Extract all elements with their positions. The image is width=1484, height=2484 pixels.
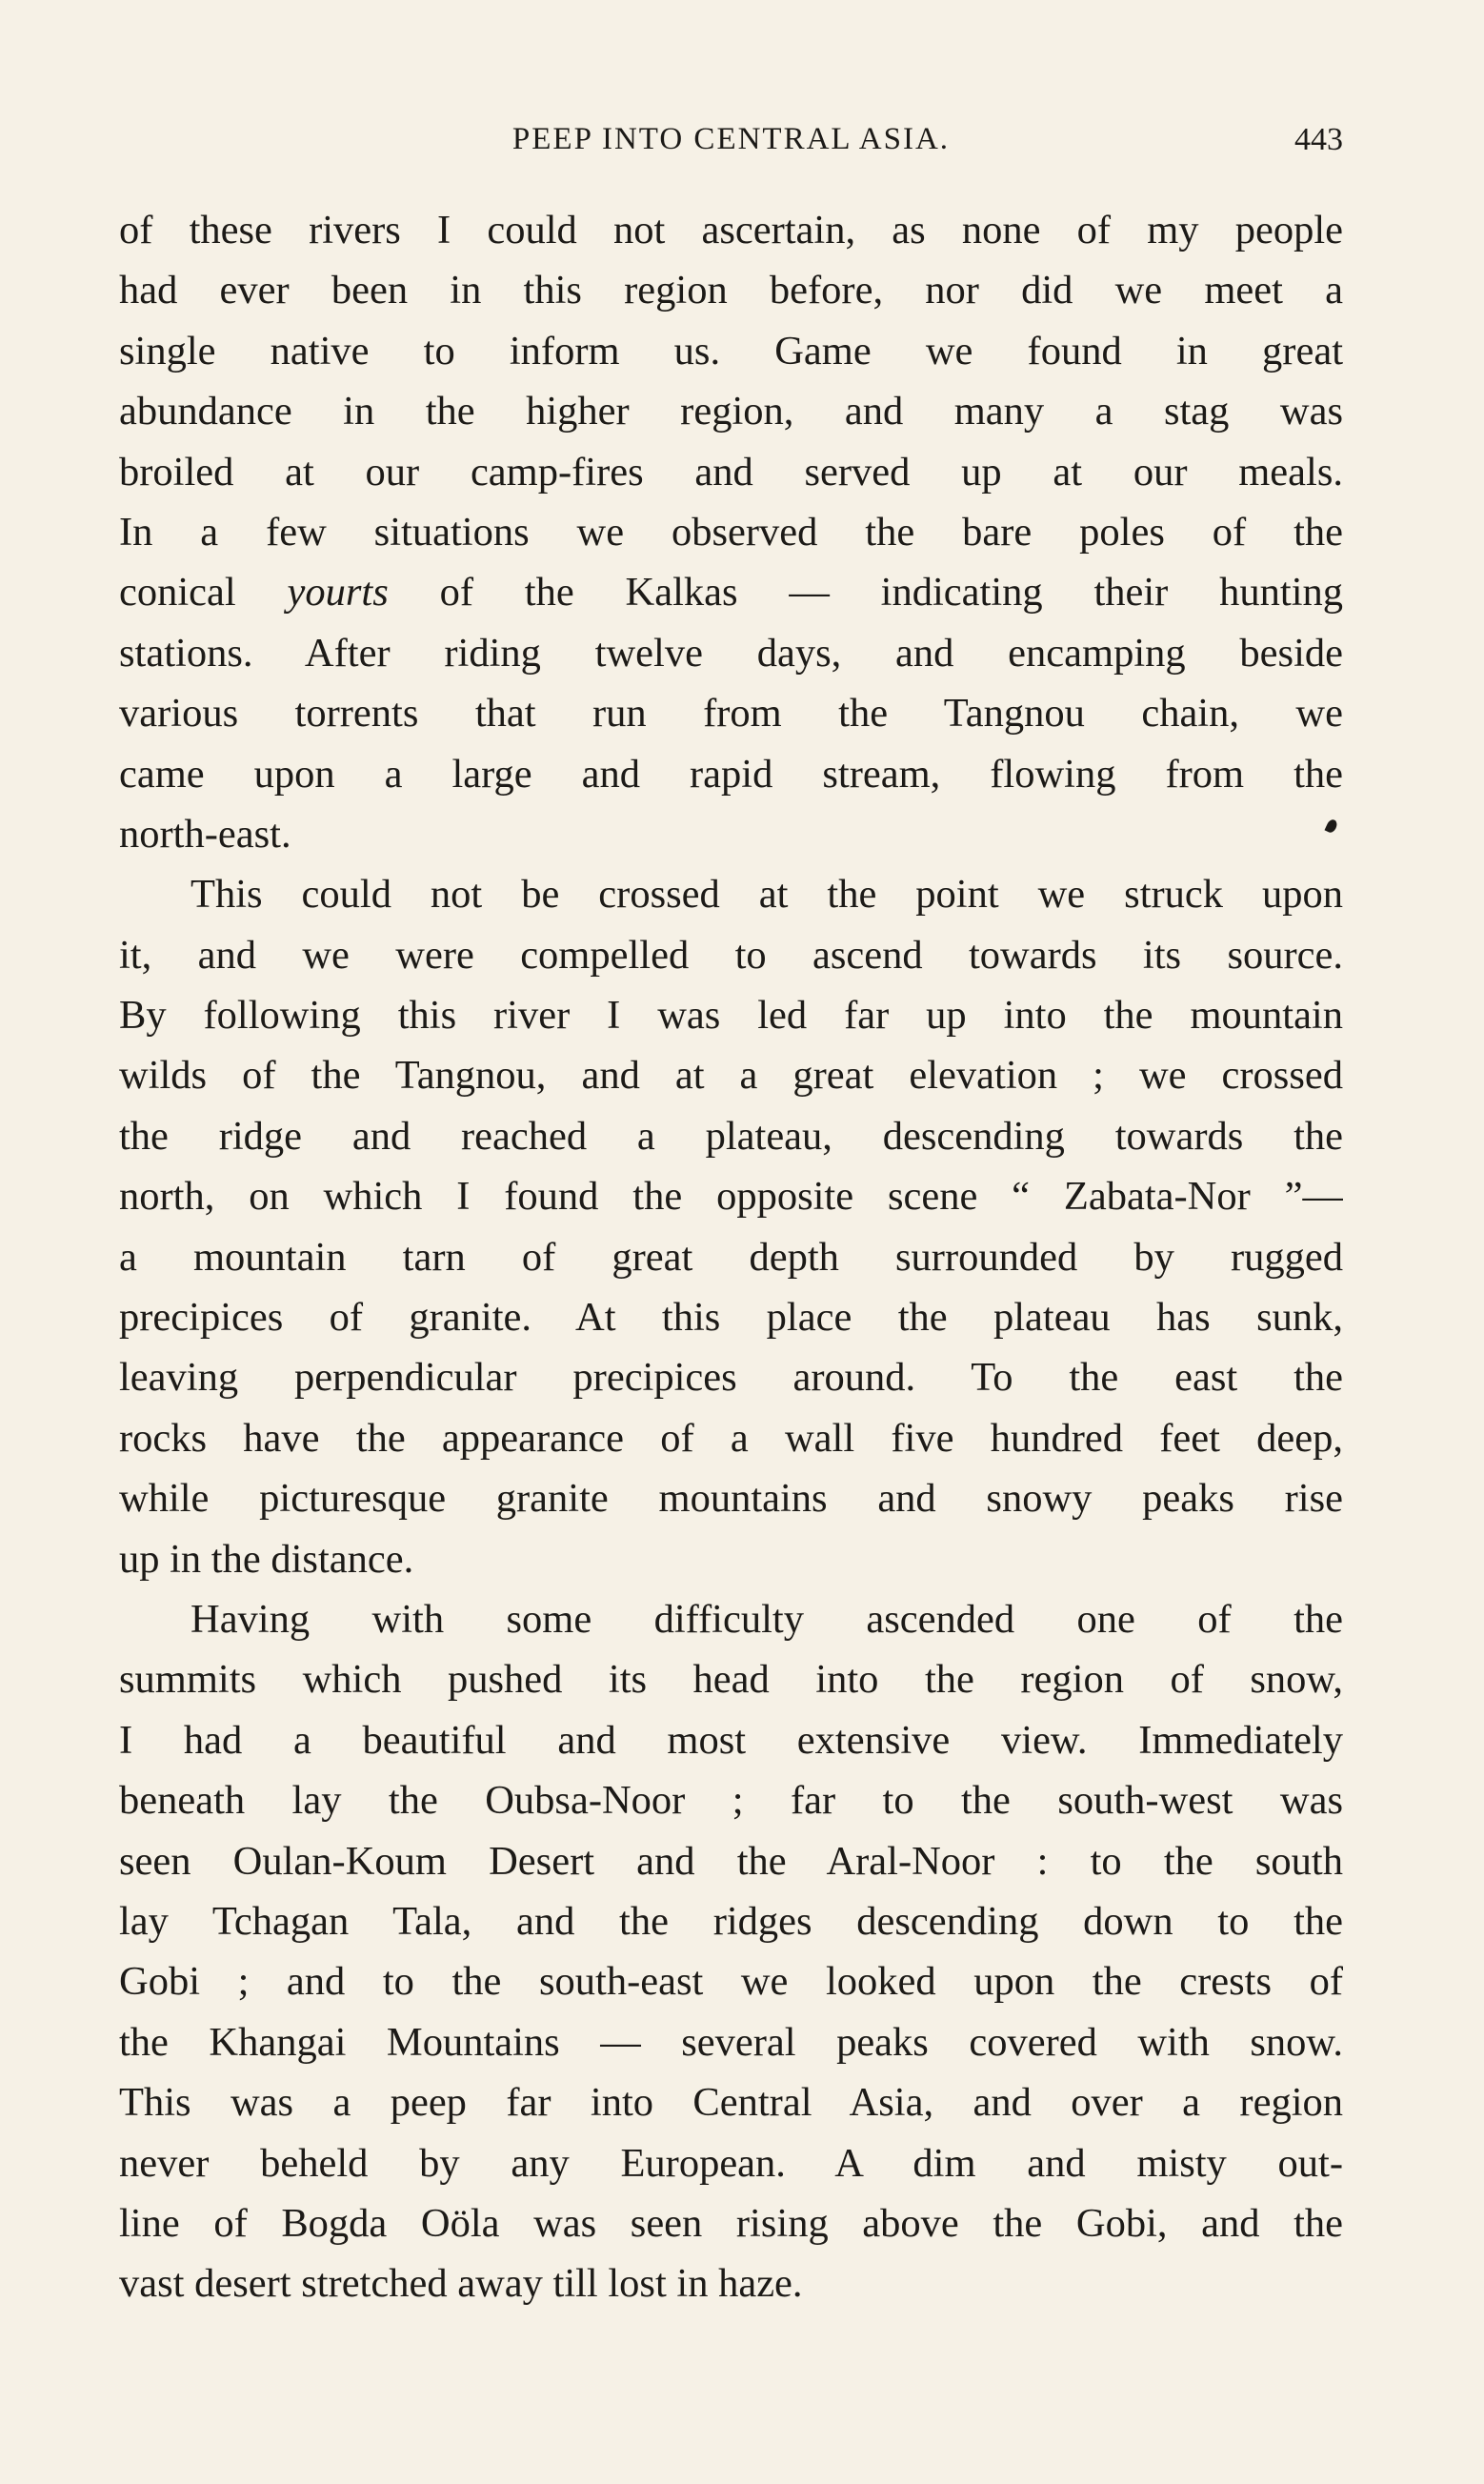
text-line: various torrents that run from the Tangnou chain, we [119, 691, 1343, 737]
text-segment: of the Kalkas — indicating their hunting [388, 570, 1343, 616]
text-line: broiled at our camp-fires and served up at our meals. [119, 449, 1343, 495]
text-line: beneath lay the Oubsa-Noor ; far to the south-west was [119, 1778, 1343, 1824]
text-line: north, on which I found the opposite scene “ Zabata-Nor ”— [119, 1174, 1343, 1220]
italic-term: yourts [287, 570, 389, 616]
running-header [119, 112, 1343, 170]
text-line: never beheld by any European. A dim and misty out- [119, 2140, 1343, 2186]
text-line: came upon a large and rapid stream, flowing from the [119, 751, 1343, 797]
text-line: lay Tchagan Tala, and the ridges descending down to the [119, 1898, 1343, 1944]
text-line: the ridge and reached a plateau, descending towards the [119, 1113, 1343, 1159]
text-segment: conical [119, 570, 288, 616]
text-line: vast desert stretched away till lost in haze. [119, 2261, 803, 2307]
text-line: rocks have the appearance of a wall five hundred feet deep, [119, 1415, 1343, 1461]
text-line: line of Bogda Oöla was seen rising above the Gobi, and the [119, 2200, 1343, 2246]
text-line: the Khangai Mountains — several peaks covered with snow. [119, 2019, 1343, 2065]
text-line: seen Oulan-Koum Desert and the Aral-Noor : to the south [119, 1838, 1343, 1884]
page-number: 443 [1294, 122, 1343, 157]
text-line: while picturesque granite mountains and snowy peaks rise [119, 1476, 1343, 1522]
paragraph-first-line: This could not be crossed at the point we struck upon [191, 872, 1343, 918]
text-line: single native to inform us. Game we found in great [119, 328, 1343, 374]
text-line: abundance in the higher region, and many a stag was [119, 389, 1343, 434]
text-line: north-east. [119, 811, 291, 857]
text-line: it, and we were compelled to ascend towards its source. [119, 932, 1343, 978]
text-line: I had a beautiful and most extensive view. Immediately [119, 1717, 1343, 1763]
running-title: PEEP INTO CENTRAL ASIA. [511, 122, 951, 156]
text-line: This was a peep far into Central Asia, and over a region [119, 2080, 1343, 2126]
body-text [119, 200, 1343, 2314]
text-line [119, 562, 1343, 622]
text-line: a mountain tarn of great depth surrounded by rugged [119, 1234, 1343, 1280]
text-line: had ever been in this region before, nor did we meet a [119, 268, 1343, 313]
text-line: By following this river I was led far up into the mountain [119, 993, 1343, 1039]
text-line: precipices of granite. At this place the plateau has sunk, [119, 1295, 1343, 1341]
text-line: wilds of the Tangnou, and at a great elevation ; we crossed [119, 1053, 1343, 1099]
text-line: stations. After riding twelve days, and encamping beside [119, 630, 1343, 676]
text-line: up in the distance. [119, 1536, 414, 1582]
paragraph-first-line: Having with some difficulty ascended one of the [191, 1596, 1343, 1642]
text-line: In a few situations we observed the bare poles of the [119, 509, 1343, 555]
text-line: leaving perpendicular precipices around. To the east the [119, 1355, 1343, 1401]
text-line: summits which pushed its head into the region of snow, [119, 1657, 1343, 1703]
text-line: Gobi ; and to the south-east we looked upon the crests of [119, 1959, 1343, 2005]
text-line: of these rivers I could not ascertain, as none of my people [119, 208, 1343, 252]
